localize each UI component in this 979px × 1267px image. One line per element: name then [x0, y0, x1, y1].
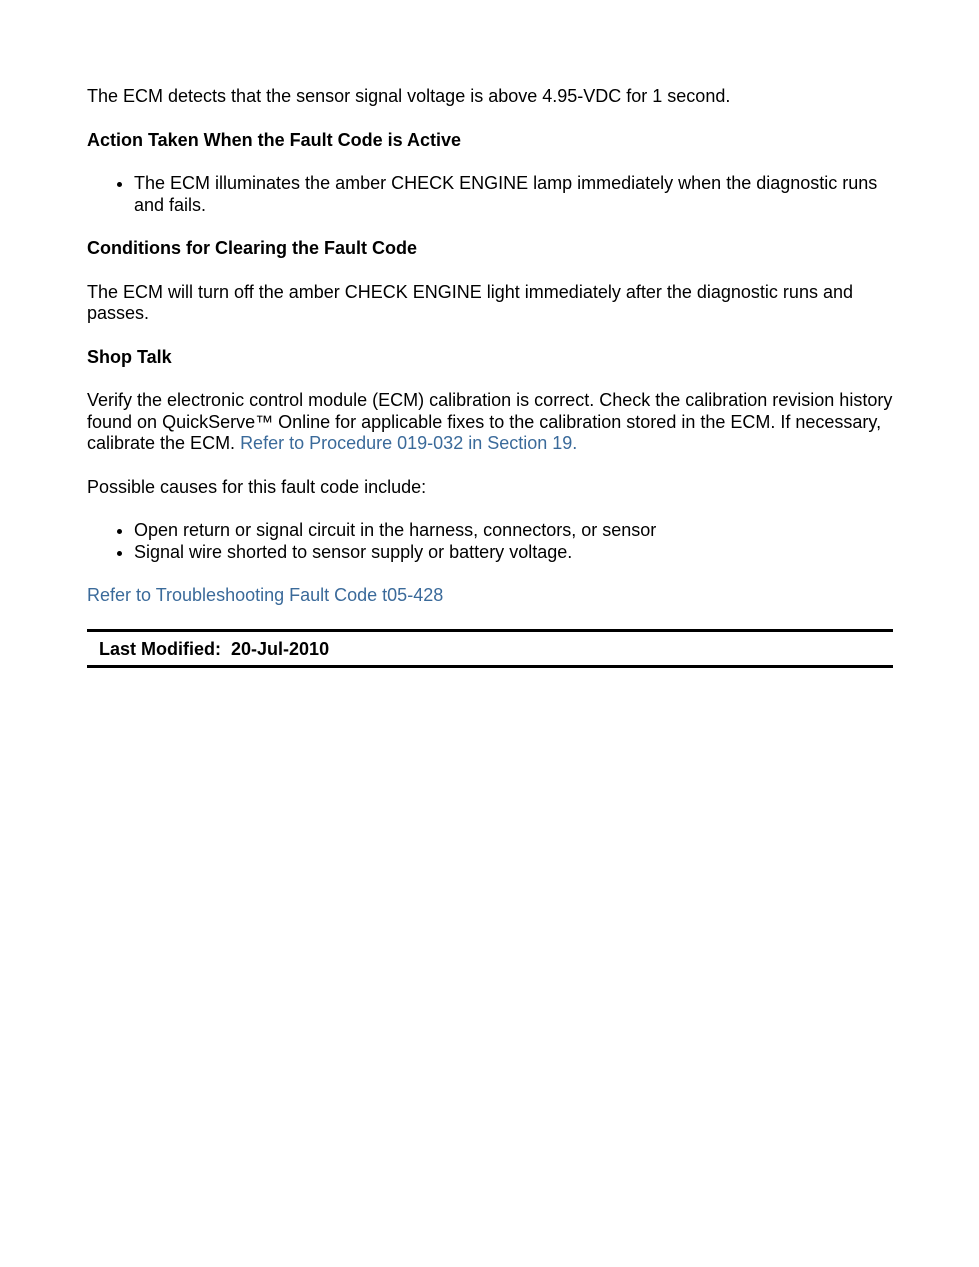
- clearing-text: The ECM will turn off the amber CHECK ENGINE light immediately after the diagnostic runs and passes.: [87, 281, 853, 323]
- causes-list: [87, 520, 893, 563]
- last-modified-footer: [87, 629, 893, 668]
- document-page: [87, 86, 893, 668]
- action-list: [87, 173, 893, 216]
- shop-talk-text: Verify the electronic control module (ECM) calibration is correct. Check the calibration revision history found on QuickServe™ Online for applicable fixes to the calibration stored in the ECM. If necessary, calibrate the ECM.: [87, 390, 893, 453]
- procedure-link[interactable]: Refer to Procedure 019-032 in Section 19.: [240, 433, 578, 453]
- list-item: • The ECM illuminates the amber CHECK ENGINE lamp immediately when the diagnostic runs and fails.: [134, 173, 893, 216]
- last-modified-date: 20-Jul-2010: [231, 638, 330, 659]
- clearing-heading: Conditions for Clearing the Fault Code: [87, 238, 417, 258]
- list-item: • Signal wire shorted to sensor supply or battery voltage.: [134, 542, 893, 564]
- causes-intro: Possible causes for this fault code include:: [87, 476, 427, 497]
- shop-talk-heading: Shop Talk: [87, 346, 172, 367]
- troubleshooting-link[interactable]: Refer to Troubleshooting Fault Code t05-428: [87, 585, 444, 605]
- shop-talk-paragraph: [87, 390, 893, 455]
- list-item: • Open return or signal circuit in the harness, connectors, or sensor: [134, 520, 893, 542]
- last-modified-label: Last Modified:: [99, 638, 221, 659]
- detection-text: The ECM detects that the sensor signal voltage is above 4.95-VDC for 1 second.: [87, 86, 731, 106]
- action-heading: Action Taken When the Fault Code is Active: [87, 129, 462, 150]
